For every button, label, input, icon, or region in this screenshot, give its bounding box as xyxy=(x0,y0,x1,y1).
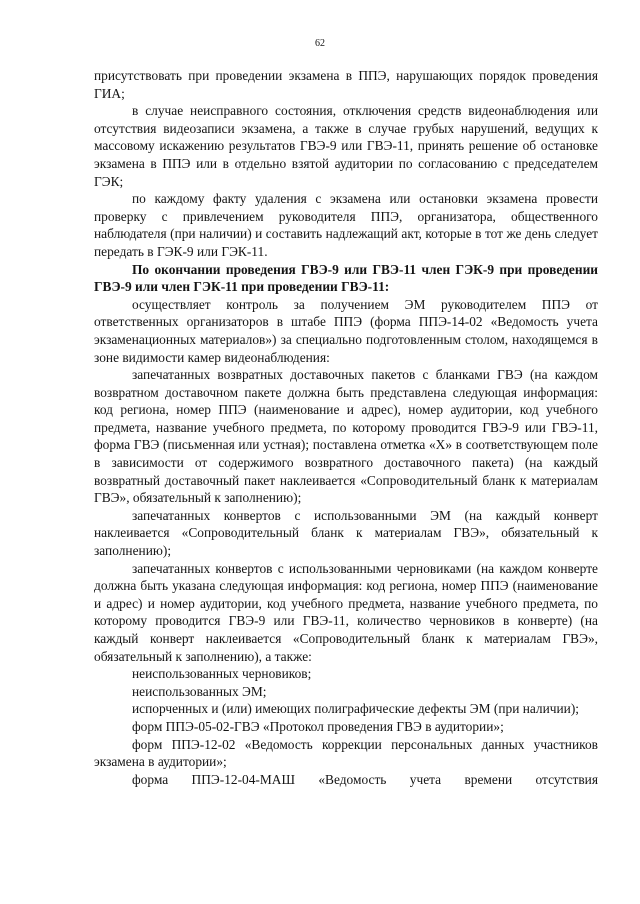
paragraph: запечатанных конвертов с использованными черновиками (на каждом конверте должна быть указана следующая информация: код региона, номер ППЭ (наименование и адрес) и номер аудитории, код учебного предмета, название учебного предмета, по которому проводится ГВЭ-9 или ГВЭ-11, количество черновиков в конверте) (на каждый конверт наклеивается «Сопроводительный бланк к материалам ГВЭ», обязательный к заполнению), а также: xyxy=(94,560,598,664)
section-heading: По окончании проведения ГВЭ-9 или ГВЭ-11 член ГЭК-9 при проведении ГВЭ-9 или член ГЭК-11 при проведении ГВЭ-11: xyxy=(94,261,598,295)
paragraph: испорченных и (или) имеющих полиграфические дефекты ЭМ (при наличии); xyxy=(132,701,580,717)
paragraph: в случае неисправного состояния, отключения средств видеонаблюдения или отсутствия видеозаписи экзамена, а также в случае грубых нарушений, ведущих к массовому искажению результатов ГВЭ-9 или ГВЭ-11, принять решение об остановке экзамена в ППЭ или в отдельно взятой аудитории по согласованию с председателем ГЭК; xyxy=(94,103,598,189)
paragraph: форм ППЭ-05-02-ГВЭ «Протокол проведения ГВЭ в аудитории»; xyxy=(132,718,504,734)
page-number: 62 xyxy=(315,38,325,49)
paragraph: неиспользованных ЭМ; xyxy=(132,683,267,699)
page-body xyxy=(94,67,598,788)
paragraph: осуществляет контроль за получением ЭМ руководителем ППЭ от ответственных организаторов в штабе ППЭ (форма ППЭ-14-02 «Ведомость учета экзаменационных материалов») за специально подготовленным столом, находящемся в зоне видимости камер видеонаблюдения: xyxy=(94,296,598,365)
paragraph: запечатанных конвертов с использованными ЭМ (на каждый конверт наклеивается «Сопроводительный бланк к материалам ГВЭ», обязательный к заполнению); xyxy=(94,507,598,559)
paragraph: по каждому факту удаления с экзамена или остановки экзамена провести проверку с привлечением руководителя ППЭ, организатора, общественного наблюдателя (при наличии) и составить надлежащий акт, которые в тот же день следует передать в ГЭК-9 или ГЭК-11. xyxy=(94,191,598,259)
paragraph: неиспользованных черновиков; xyxy=(132,666,312,682)
paragraph: форма ППЭ-12-04-МАШ «Ведомость учета времени отсутствия xyxy=(132,771,598,787)
paragraph: присутствовать при проведении экзамена в ППЭ, нарушающих порядок проведения ГИА; xyxy=(94,68,598,101)
paragraph: форм ППЭ-12-02 «Ведомость коррекции персональных данных участников экзамена в аудитории»; xyxy=(94,736,598,770)
paragraph: запечатанных возвратных доставочных пакетов с бланками ГВЭ (на каждом возвратном доставочном пакете должна быть представлена следующая информация: код региона, номер ППЭ (наименование и адрес), номер аудитории, код учебного предмета, название учебного предмета, по которому проводится ГВЭ-9 или ГВЭ-11, форма ГВЭ (письменная или устная); поставлена отметка «Х» в соответствующем поле в зависимости от содержимого возвратного доставочного пакета) (на каждый возвратный доставочный пакет наклеивается «Сопроводительный бланк к материалам ГВЭ», обязательный к заполнению); xyxy=(94,367,598,506)
